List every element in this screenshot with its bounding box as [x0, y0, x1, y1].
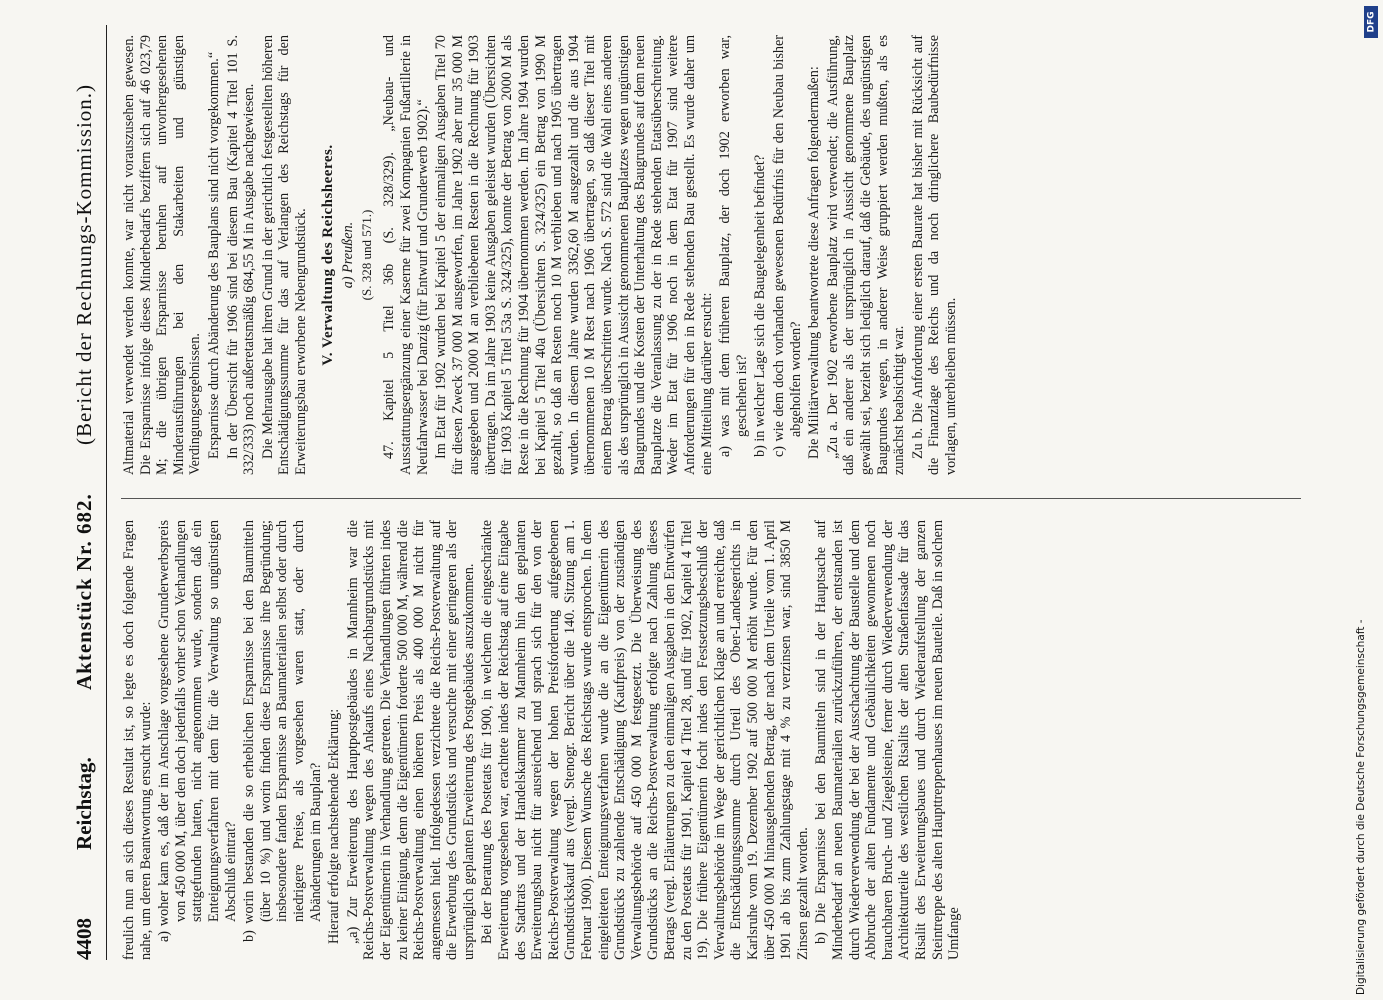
question-c: c) wie dem doch vorhanden gewesenen Bedürfnis für den Neubau bisher abgeholfen worden?	[770, 35, 804, 457]
question-a: a) was mit dem früheren Bauplatz, der doch 1902 erworben war, geschehen ist?	[717, 35, 750, 457]
head-reichstag: Reichstag.	[72, 757, 96, 850]
rotated-sheet	[26, 0, 1356, 1000]
paragraph: Im Etat für 1902 wurden bei Kapitel 5 der einmaligen Ausgaben Titel 70 für diesen Zweck 37 000 M ausgeworfen, im Jahre 1902 aber nur 35 000 M ausgegeben und 2000 M an verbliebenen Resten in die Rechnung für 1903 übertragen. Da im Jahre 1903 keine Ausgaben geleistet wurden (Übersichten für 1903 Kapitel 5 Titel 53a S. 324/325), konnte der Betrag von 2000 M als Reste in die Rechnung für 1904 übernommen werden. Im Jahre 1904 wurden bei Kapitel 5 Titel 40a (Übersichten S. 324/325) ein Betrag von 1990 M gezahlt, so daß an Resten noch 10 M verblieben und nach 1905 übertragen wurden. In diesem Jahre wurden 3362,60 M ausgezahlt und die aus 1904 übernommenen 10 M Rest nach 1906 übertragen, so daß dieser Titel mit einem Betrag überschritten wurde. Nach S. 572 sind die Wahl eines anderen als des ursprünglich in Aussicht genommenen Bauplatzes wegen ungünstigen Baugrundes und die Kosten der Unterhaltung des Baugrundes auf dem neuen Bauplatze die Veranlassung zu der in Rede stehenden Etatsüberschreitung. Weder im Etat für 1906 noch in dem Etat für 1907 sind weitere Anforderungen für den in Rede stehenden Bau gestellt. Es wurde daher um eine Mitteilung darüber ersucht:	[433, 35, 715, 475]
head-bericht: (Bericht der Rechnungs-Kommission.)	[72, 83, 96, 445]
question-b: b) worin bestanden die so erheblichen Ersparnisse bei den Baumitteln (über 10 %) und worin finden diese Ersparnisse ihre Begründung; insbesondere fanden Ersparnisse an Baumaterialien selbst oder durch niedrigere Preise, als vorgesehen waren statt, oder durch Abänderungen im Bauplan?	[241, 520, 324, 942]
head-aktenstueck: Aktenstück Nr. 682.	[72, 493, 96, 690]
question-a: a) woher kam es, daß der im Anschlage vorgesehene Grunderwerbspreis von 450 000 M, über den doch jedenfalls vorher schon Verhandlungen stattgefunden hatten, nicht angenommen wurde, sondern daß ein Enteignungsverfahren mit dem für die Verwaltung so ungünstigen Abschluß eintrat?	[156, 520, 239, 942]
paragraph: 47. Kapitel 5 Titel 36b (S. 328/329). „Neubau- und Ausstattungsergänzung einer Kaserne für zwei Kompagnien Fußartillerie in Neufahrwasser bei Danzig (für Entwurf und Grunderwerb 1902).“	[381, 35, 431, 475]
paragraph: b) Die Ersparnisse bei den Baumitteln sind in der Hauptsache auf Minderbedarf an neuen Baumaterialien zurückzuführen, der entstanden ist durch Wiederverwendung der bei der Ausschachtung der Baustelle und dem Abbruche der alten Fundamente und Gebäulichkeiten gewonnenen noch brauchbaren Bruch- und Ziegelsteine, ferner durch Wiederverwendung der Architekturteile des westlichen Risalits der alten Straßenfassade für das Risalit des Erweiterungsbaues und durch Wiederaufstellung der ganzen Steintreppe des alten Haupttreppenhauses im neuen Bauteile. Daß in solchem Umfange	[813, 520, 963, 960]
section-heading: V. Verwaltung des Reichsheeres.	[319, 144, 336, 366]
paragraph: Ersparnisse durch Abänderung des Bauplans sind nicht vorgekommen.“	[205, 51, 222, 459]
paragraph: Hierauf erfolgte nachstehende Erklärung:	[326, 708, 343, 944]
dfg-logo-text: DFG	[1366, 11, 1377, 33]
column-divider	[121, 498, 1301, 499]
subsection-heading: a) Preußen.	[340, 221, 357, 289]
question-b: b) in welcher Lage sich die Baugelegenheit befindet?	[752, 154, 769, 457]
paragraph: „Zu a. Der 1902 erworbene Bauplatz wird verwendet; die Ausführung, daß ein anderer als der ursprünglich in Aussicht genommene Bauplatz gewählt sei, bezieht sich lediglich darauf, daß die Gebäude, des ungünstigen Baugrundes wegen, in anderer Weise gruppiert werden mußten, als es zunächst beabsichtigt war.	[824, 35, 908, 475]
paragraph: Zu b. Die Anforderung einer ersten Baurate hat bisher mit Rücksicht auf die Finanzlage des Reichs und da noch dringlichere Baubedürfnisse vorlagen, unterbleiben müssen.	[909, 35, 959, 475]
left-column	[121, 520, 1306, 960]
subsection-reference: (S. 328 und 571.)	[358, 209, 374, 301]
paragraph: Bei der Beratung des Postetats für 1900, in welchem die eingeschränkte Erweiterung vorgesehen war, erachtete indes der Reichstag auf eine Eingabe des Stadtrats und der Handelskammer zu Mannheim hin den geplanten Erweiterungsbau nicht für ausreichend und sprach sich für den von der Reichs-Postverwaltung wegen der hohen Preisforderung aufgegebenen Grundstückskauf aus (vergl. Stenogr. Bericht über die 140. Sitzung am 1. Februar 1900). Diesem Wunsche des Reichstags wurde entsprochen. In dem eingeleiteten Enteignungsverfahren wurde die an die Eigentümerin des Grundstücks zu zahlende Entschädigung (Kaufpreis) von der zuständigen Verwaltungsbehörde auf 450 000 M festgesetzt. Die Überweisung des Grundstücks an die Reichs-Postverwaltung erfolgte nach Zahlung dieses Betrags (vergl. Erläuterungen zu den einmaligen Ausgaben in den Entwürfen zu den Postetats für 1901, Kapitel 4 Titel 28, und für 1902, Kapitel 4 Titel 19). Die frühere Eigentümerin focht indes den Festsetzungsbeschluß der Verwaltungsbehörde im Wege der gerichtlichen Klage an und erreichte, daß die Entschädigungssumme durch Urteil des Ober-Landesgerichts in Karlsruhe vom 19. Dezember 1902 auf 500 000 M erhöht wurde. Für den über 450 000 M hinausgehenden Betrag, der nach dem Urteile vom 1. April 1901 ab bis zum Zahlungstage mit 4 % zu verzinsen war, sind 3850 M Zinsen gezahlt worden.	[479, 520, 811, 960]
right-column	[121, 35, 1306, 475]
paragraph: Altmaterial verwendet werden konnte, war nicht vorauszusehen gewesen. Die Ersparnisse infolge dieses Minderbedarfs beziffern sich auf 46 023,79 M; die übrigen Ersparnisse beruhen auf unvorhergesehenen Minderausführungen bei den Stakarbeiten und günstigen Verdingungsergebnissen.	[121, 35, 204, 475]
paragraph: Die Mehrausgabe hat ihren Grund in der gerichtlich festgestellten höheren Entschädigungssumme für das auf Verlangen des Reichstags für den Erweiterungsbau erworbene Nebengrundstück.	[259, 35, 309, 475]
paragraph: „a) Zur Erweiterung des Hauptpostgebäudes in Mannheim war die Reichs-Postverwaltung wegen des Ankaufs eines Nachbargrundstücks mit der Eigentümerin in Verhandlung getreten. Die Verhandlungen führten indes zu keiner Einigung, denn die Eigentümerin forderte 500 000 M, während die Reichs-Postverwaltung einen höheren Preis als 400 000 M nicht für angemessen hielt. Infolgedessen verzichtete die Reichs-Postverwaltung auf die Erwerbung des Grundstücks und versuchte mit einer geringeren als der ursprünglich geplanten Erweiterung des Postgebäudes auszukommen.	[344, 520, 477, 960]
paragraph: Die Militärverwaltung beantwortete diese Anfragen folgendermaßen:	[806, 66, 823, 459]
paragraph: In der Übersicht für 1906 sind bei diesem Bau (Kapitel 4 Titel 101 S. 332/333) noch außeretatsmäßig 684,55 M in Ausgabe nachgewiesen.	[224, 35, 258, 475]
digitization-note: Digitalisierung gefördert durch die Deutsche Forschungsgemeinschaft -	[1355, 619, 1367, 995]
dfg-logo	[1364, 6, 1378, 38]
paragraph: freulich nun an sich dieses Resultat ist, so legte es doch folgende Fragen nahe, um deren Beantwortung ersucht wurde:	[121, 520, 154, 960]
running-head	[66, 25, 107, 960]
page-number: 4408	[72, 918, 96, 960]
